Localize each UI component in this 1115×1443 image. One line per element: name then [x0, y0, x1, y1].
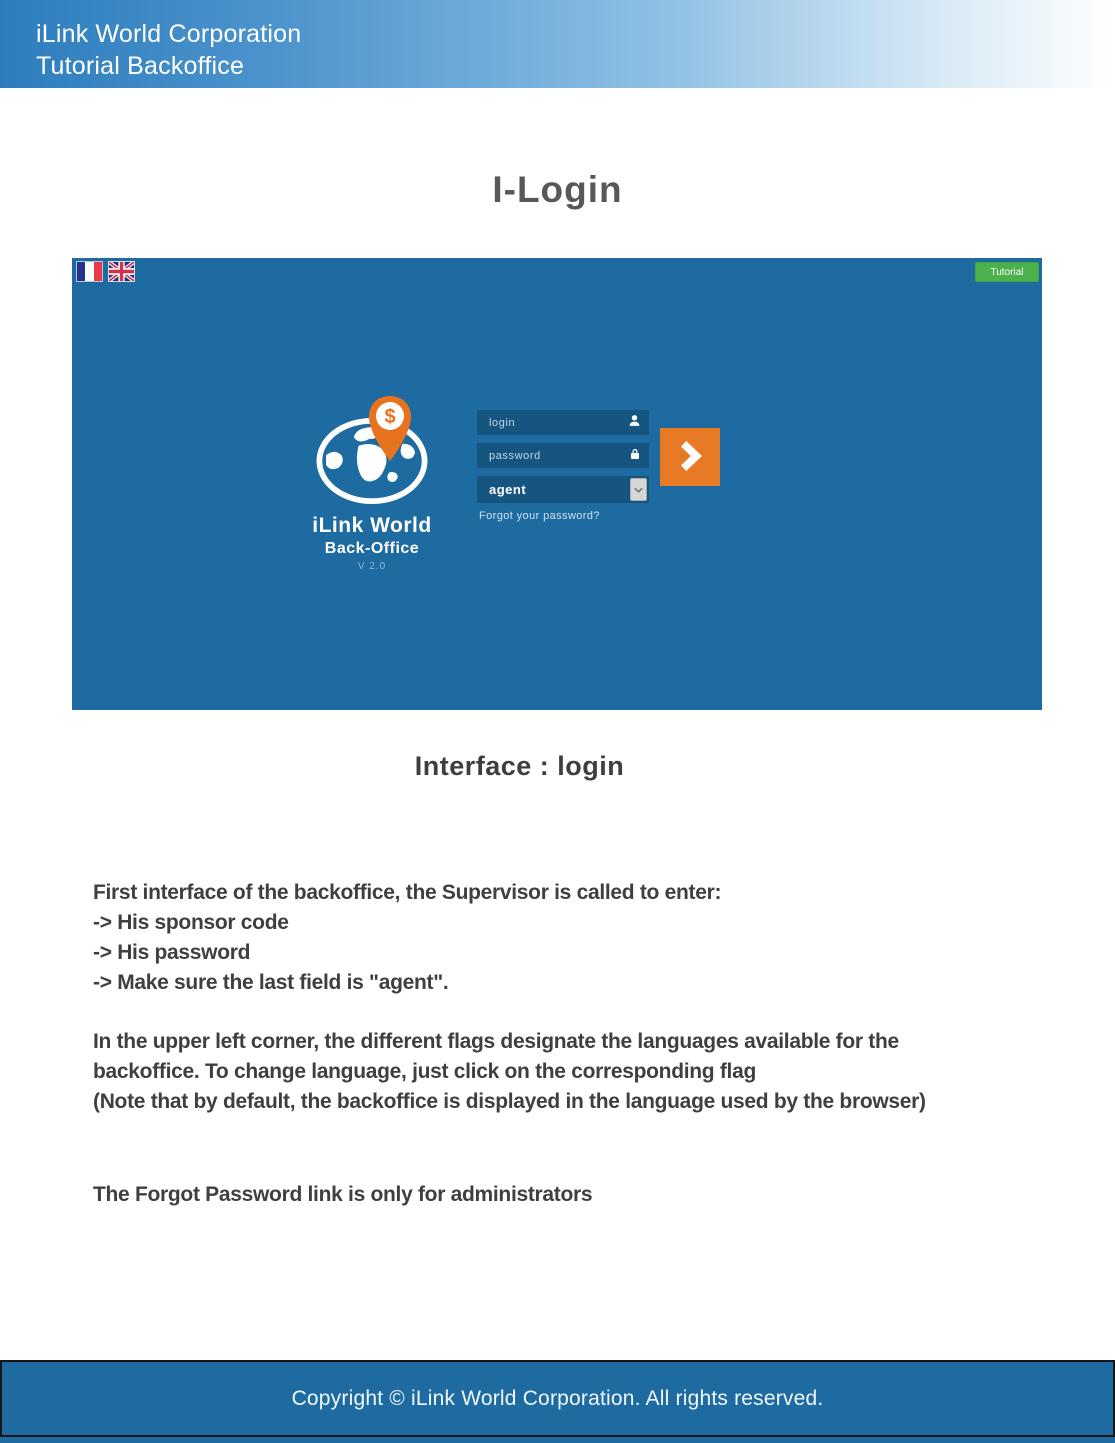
document-subtitle: Tutorial Backoffice [36, 52, 245, 80]
body-text [93, 878, 1115, 1210]
paragraph-forgot-password [93, 1180, 1115, 1210]
dollar-symbol: $ [384, 406, 396, 428]
text-line: The Forgot Password link is only for administrators [93, 1183, 593, 1206]
submit-login-button[interactable] [660, 428, 720, 486]
location-pin-icon [367, 395, 413, 463]
lock-icon [629, 447, 641, 465]
agent-selected-value: agent [489, 482, 527, 497]
version-label: V 2.0 [357, 561, 387, 572]
chevron-down-icon[interactable] [630, 478, 647, 501]
text-line: First interface of the backoffice, the Supervisor is called to enter: [93, 881, 722, 904]
agent-select[interactable] [477, 476, 649, 503]
product-name: Back-Office [324, 540, 420, 557]
footer-bar [0, 1360, 1115, 1437]
forgot-password-link[interactable]: Forgot your password? [479, 510, 600, 522]
french-flag-red-stripe [94, 262, 102, 281]
text-line: -> His sponsor code [93, 911, 289, 934]
password-input[interactable] [477, 443, 649, 468]
login-placeholder: login [489, 416, 516, 429]
password-placeholder: password [489, 449, 541, 462]
text-line: -> His password [93, 941, 251, 964]
login-input[interactable] [477, 410, 649, 435]
paragraph-instructions [93, 878, 1115, 998]
company-name: iLink World Corporation [36, 20, 302, 48]
text-line: -> Make sure the last field is "agent". [93, 971, 449, 994]
french-flag-white-stripe [85, 262, 93, 281]
page-title: I-Login [492, 169, 623, 210]
french-flag-icon[interactable] [76, 261, 103, 282]
text-line: backoffice. To change language, just click on the corresponding flag [93, 1060, 756, 1083]
uk-flag-icon[interactable] [108, 261, 135, 282]
brand-name: iLink World [312, 514, 432, 537]
paragraph-languages [93, 1027, 1115, 1117]
chevron-right-icon [674, 438, 706, 477]
screenshot-caption: Interface : login [414, 751, 625, 781]
footer-bottom-strip [0, 1437, 1115, 1443]
copyright-text: Copyright © iLink World Corporation. All rights reserved. [291, 1386, 824, 1410]
text-line: (Note that by default, the backoffice is displayed in the language used by the browser) [93, 1090, 926, 1113]
page-footer [0, 1360, 1115, 1443]
user-icon [628, 414, 641, 432]
tutorial-button[interactable]: Tutorial [975, 262, 1039, 282]
text-line: In the upper left corner, the different flags designate the languages available for the [93, 1030, 899, 1053]
document-header [0, 0, 1115, 88]
login-screenshot [72, 258, 1042, 710]
french-flag-blue-stripe [77, 262, 85, 281]
